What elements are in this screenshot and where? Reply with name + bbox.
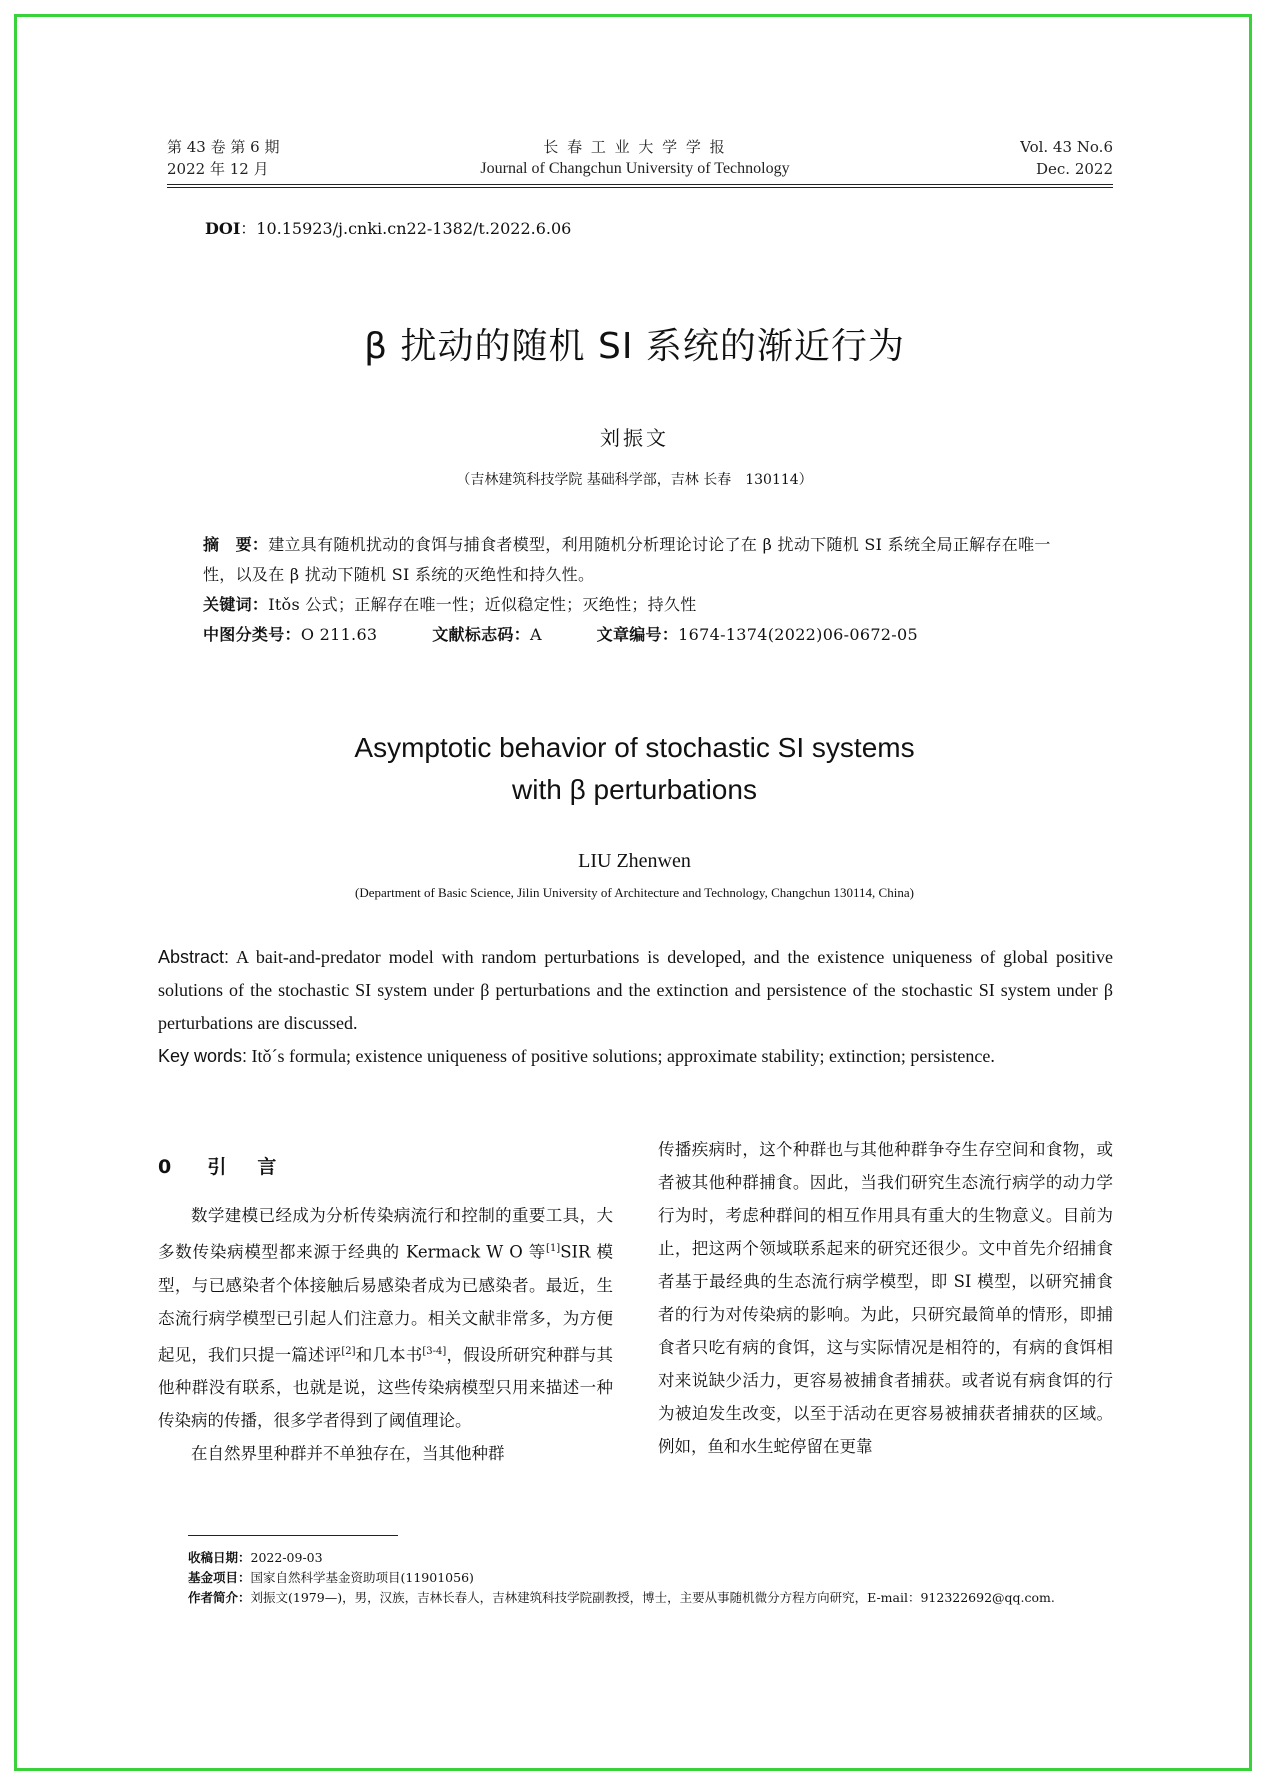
intro-paragraph-2: 在自然界里种群并不单独存在，当其他种群 (191, 1444, 505, 1463)
volume-issue-en: Vol. 43 No.6 (1020, 138, 1113, 156)
journal-name-cn: 长 春 工 业 大 学 学 报 (543, 138, 727, 156)
bio-label: 作者简介： (188, 1590, 251, 1605)
fund-label: 基金项目： (188, 1570, 251, 1585)
keywords-cn-text: Itǒs 公式；正解存在唯一性；近似稳定性；灭绝性；持久性 (268, 595, 697, 614)
doi-value: ：10.15923/j.cnki.cn22-1382/t.2022.6.06 (240, 219, 572, 238)
paper-title-en (0, 727, 1269, 811)
intro-text-c: 和几本书 (355, 1345, 423, 1364)
section-heading-0 (158, 1152, 282, 1179)
section-title: 引 言 (207, 1156, 283, 1178)
intro-paragraph-1 (158, 1199, 613, 1437)
right-column (658, 1133, 1113, 1463)
citation-3-4[interactable]: [3-4] (422, 1345, 447, 1357)
keywords-en-label: Key words: (158, 1046, 248, 1066)
paper-title-cn: β 扰动的随机 SI 系统的渐近行为 (364, 326, 905, 367)
footnote-received (188, 1548, 1118, 1568)
abstract-cn-paragraph (203, 530, 1073, 590)
footnote-fund (188, 1568, 1118, 1588)
publication-date: 2022 年 12 月 (167, 160, 269, 178)
footnote-rule (188, 1535, 398, 1536)
author-cn: 刘振文 (600, 426, 669, 450)
date-en: Dec. 2022 (1035, 160, 1113, 178)
right-column-text: 传播疾病时，这个种群也与其他种群争夺生存空间和食物，或者被其他种群捕食。因此，当我们研究生态流行病学的动力学行为时，考虑种群间的相互作用具有重大的生物意义。目前为止，把这两个领域联系起来的研究还很少。文中首先介绍捕食者基于最经典的生态流行病学模型，即 SI 模型，以研究捕食者的行为对传染病的影响。为此，只研究最简单的情形，即捕食者只吃有病的食饵，这与实际情况是相符的，有病的食饵相对来说缺少活力，更容易被捕食者捕获。或者说有病食饵的行为被迫发生改变，以至于活动在更容易被捕获者捕获的区域。例如，鱼和水生蛇停留在更靠 (658, 1140, 1113, 1456)
journal-volume-info (167, 136, 279, 180)
intro-text-b: SIR 模型，与已感染者个体接触后易感染者成为已感染者。最近，生态流行病学模型已引起人们注意力。相关文献非常多，为方便起见，我们只提一篇述评 (158, 1242, 613, 1364)
left-column (158, 1199, 613, 1470)
footnotes (188, 1548, 1118, 1608)
abstract-en-label: Abstract: (158, 947, 230, 967)
article-number-value: 1674-1374(2022)06-0672-05 (678, 625, 918, 644)
received-date: 2022-09-03 (250, 1550, 323, 1565)
journal-name (400, 136, 870, 180)
doc-code-value: A (530, 625, 542, 644)
keywords-cn-label: 关键词： (203, 595, 269, 614)
journal-name-en: Journal of Changchun University of Technology (480, 160, 790, 177)
abstract-en-paragraph (158, 941, 1113, 1040)
header-rule (167, 184, 1113, 185)
doi-label: DOI (205, 219, 241, 238)
clc-label: 中图分类号： (203, 625, 301, 644)
fund-value: 国家自然科学基金资助项目(11901056) (250, 1570, 474, 1585)
footnote-author-bio (188, 1588, 1118, 1608)
intro-text-d: ，假设所研究种群与其他种群没有联系，也就是说，这些传染病模型只用来描述一种传染病的传播，很多学者得到了阈值理论。 (158, 1345, 614, 1430)
intro-text-a: 数学建模已经成为分析传染病流行和控制的重要工具，大多数传染病模型都来源于经典的 Kermack W O 等 (158, 1206, 613, 1262)
article-number-label: 文章编号： (596, 625, 679, 644)
volume-issue: 第 43 卷 第 6 期 (167, 138, 280, 156)
keywords-en-text: Itǒ´s formula; existence uniqueness of positive solutions; approximate stability; extinction; persistence. (247, 1046, 995, 1066)
citation-1[interactable]: [1] (546, 1243, 561, 1254)
bio-value: 刘振文(1979—)，男，汉族，吉林长春人，吉林建筑科技学院副教授，博士，主要从事随机微分方程方向研究，E-mail：912322692@qq.com. (250, 1590, 1055, 1605)
affiliation-en: (Department of Basic Science, Jilin University of Architecture and Technology, Changchun 130114, China) (355, 885, 914, 900)
header-rule-2 (167, 187, 1113, 188)
classification-line (203, 620, 1073, 650)
abstract-cn-text: 建立具有随机扰动的食饵与捕食者模型，利用随机分析理论讨论了在 β 扰动下随机 SI 系统全局正解存在唯一性，以及在 β 扰动下随机 SI 系统的灭绝性和持久性。 (203, 535, 1051, 584)
title-en-line1: Asymptotic behavior of stochastic SI systems (354, 732, 915, 763)
abstract-cn-label: 摘 要： (203, 535, 269, 554)
section-number: 0 (158, 1156, 178, 1178)
doc-code-label: 文献标志码： (432, 625, 530, 644)
received-label: 收稿日期： (188, 1550, 251, 1565)
author-en: LIU Zhenwen (578, 850, 691, 872)
title-en-line2: with β perturbations (512, 774, 757, 805)
affiliation-cn: （吉林建筑科技学院 基础科学部，吉林 长春 130114） (456, 472, 813, 488)
abstract-en-text: A bait-and-predator model with random perturbations is developed, and the existence uniqueness of global positive solutions of the stochastic SI system under β perturbations and the extinction and persistence of the stochastic SI system under β perturbations are discussed. (158, 947, 1113, 1033)
journal-volume-en (1020, 136, 1113, 180)
abstract-cn (203, 530, 1073, 650)
keywords-en (158, 1040, 1113, 1073)
doi (205, 216, 571, 239)
citation-2[interactable]: [2] (341, 1345, 356, 1357)
abstract-en (158, 941, 1113, 1073)
clc-value: O 211.63 (300, 625, 378, 644)
keywords-cn (203, 590, 1073, 620)
